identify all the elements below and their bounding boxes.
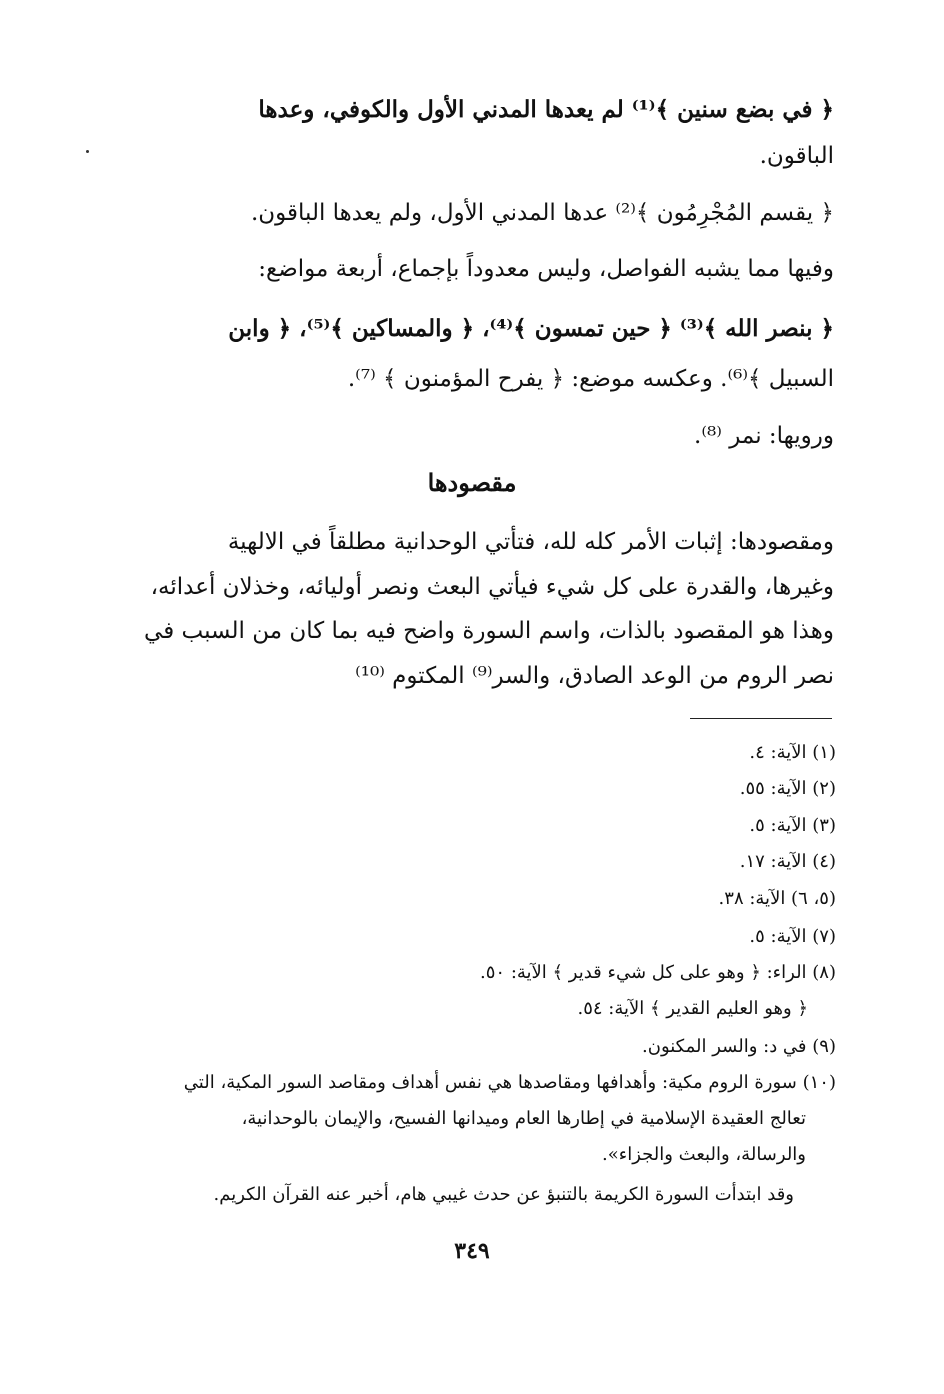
footnote-1: (١) الآية: ٤. bbox=[749, 742, 836, 763]
footnote-2: (٢) الآية: ٥٥. bbox=[739, 778, 836, 799]
body-line-7: ورويها: نمر ⁽⁸⁾. bbox=[694, 423, 834, 449]
footnote-10-line-4: وقد ابتدأت السورة الكريمة بالتنبؤ عن حدث غيبي هام، أخبر عنه القرآن الكريم. bbox=[213, 1184, 794, 1205]
page-number: ٣٤٩ bbox=[454, 1238, 490, 1264]
footnote-5: (٥، ٦) الآية: ٣٨. bbox=[718, 888, 836, 909]
scan-speck bbox=[86, 150, 89, 153]
body-line-4: وفيها مما يشبه الفواصل، وليس معدوداً بإجماع، أربعة مواضع: bbox=[258, 256, 834, 282]
body-line-6: السبيل ﴾⁽⁶⁾. وعكسه موضع: ﴿ يفرح المؤمنون ﴾ ⁽⁷⁾. bbox=[347, 366, 834, 392]
body-line-2: الباقون. bbox=[759, 143, 834, 169]
body-line-1: ﴿ في بضع سنين ﴾⁽¹⁾ لم يعدها المدني الأول والكوفي، وعدها bbox=[258, 96, 834, 123]
footnote-6: (٧) الآية: ٥. bbox=[749, 926, 836, 947]
body-line-3: ﴿ يقسم المُجْرِمُون ﴾⁽²⁾ عدها المدني الأول، ولم يعدها الباقون. bbox=[250, 200, 834, 226]
footnote-10-line-2: تعالج العقيدة الإسلامية في إطارها العام وميدانها الفسيح، والإيمان بالوحدانية، bbox=[241, 1108, 806, 1129]
footnote-9: (٩) في د: والسر المكنون. bbox=[642, 1036, 836, 1057]
paragraph-line-2: وغيرها، والقدرة على كل شيء فيأتي البعث ونصر أوليائه، وخذلان أعدائه، bbox=[150, 574, 834, 600]
body-line-5: ﴿ بنصر الله ﴾⁽³⁾ ﴿ حين تمسون ﴾⁽⁴⁾، ﴿ والمساكين ﴾⁽⁵⁾، ﴿ وابن bbox=[228, 315, 834, 342]
footnote-10-line-1: (١٠) سورة الروم مكية: وأهدافها ومقاصدها هي نفس أهداف ومقاصد السور المكية، التي bbox=[183, 1072, 836, 1093]
footnote-4: (٤) الآية: ١٧. bbox=[739, 851, 836, 872]
footnote-divider bbox=[690, 718, 832, 719]
footnote-7-continuation: ﴿ وهو العليم القدير ﴾ الآية: ٥٤. bbox=[577, 998, 808, 1019]
footnote-10-line-3: والرسالة، والبعث والجزاء». bbox=[602, 1144, 806, 1165]
footnote-7: (٨) الراء: ﴿ وهو على كل شيء قدير ﴾ الآية: ٥٠. bbox=[480, 962, 836, 983]
footnote-3: (٣) الآية: ٥. bbox=[749, 815, 836, 836]
paragraph-line-1: ومقصودها: إثبات الأمر كله لله، فتأتي الوحدانية مطلقاً في الالهية bbox=[227, 529, 834, 555]
paragraph-line-4: نصر الروم من الوعد الصادق، والسر⁽⁹⁾ المكتوم ⁽¹⁰⁾ bbox=[355, 663, 834, 689]
paragraph-line-3: وهذا هو المقصود بالذات، واسم السورة واضح فيه بما كان من السبب في bbox=[144, 618, 834, 644]
section-heading: مقصودها bbox=[427, 468, 517, 497]
